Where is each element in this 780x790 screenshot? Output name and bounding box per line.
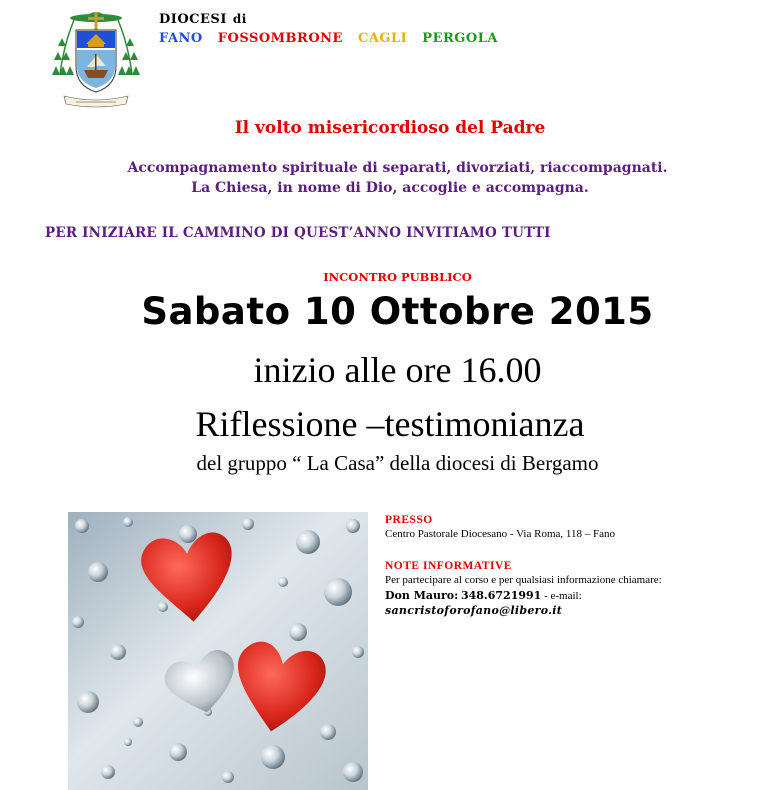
event-activity: Riflessione –testimonianza [195,404,585,444]
hearts-photo [68,512,368,790]
contact-name: Don Mauro: [385,589,459,602]
diocese-heading [159,12,247,27]
subtitle-line-2: La Chiesa, in nome di Dio, accoglie e accompagna. [191,180,589,196]
event-time: inizio alle ore 16.00 [253,350,542,390]
contact-line [385,589,582,602]
email-label: - e-mail: [541,590,582,602]
diocese-crest-logo [50,4,142,112]
town-fano: FANO [159,31,203,46]
note-text: Per partecipare al corso e per qualsiasi informazione chiamare: [385,574,662,586]
diocesi-label: DIOCESI [159,12,227,27]
event-group: del gruppo “ La Casa” della diocesi di Bergamo [196,451,599,475]
event-date: Sabato 10 Ottobre 2015 [141,290,654,333]
towns-list [159,31,508,46]
di-label: di [232,12,247,26]
note-label: NOTE INFORMATIVE [385,560,512,572]
town-fossombrone: FOSSOMBRONE [217,31,343,46]
town-cagli: CAGLI [358,31,408,46]
email-line [385,604,562,617]
presso-label: PRESSO [385,514,433,526]
subtitle-line-1: Accompagnamento spirituale di separati, divorziati, riaccompagnati. [127,160,668,176]
contact-phone: 348.6721991 [460,589,542,602]
contact-email: sancristoforofano@libero.it [385,604,563,617]
presso-address: Centro Pastorale Diocesano - Via Roma, 118 – Fano [385,528,615,540]
town-pergola: PERGOLA [422,31,498,46]
event-label: INCONTRO PUBBLICO [323,270,472,284]
invite-line: PER INIZIARE IL CAMMINO DI QUEST’ANNO INVITIAMO TUTTI [45,225,551,241]
flyer-title: Il volto misericordioso del Padre [234,118,546,138]
